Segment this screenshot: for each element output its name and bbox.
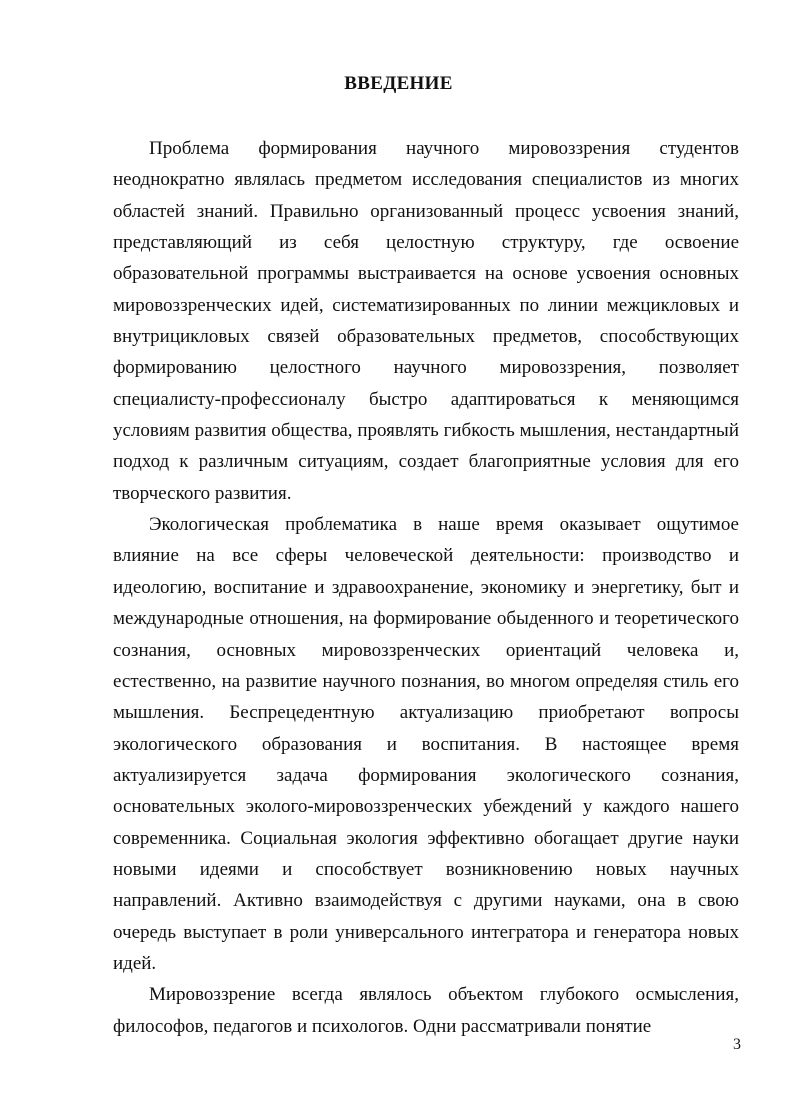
page-number: 3 [733, 1036, 741, 1053]
paragraph-3: Мировоззрение всегда являлось объектом глубокого осмысления, философов, педагогов и психологов. Одни рассматривали понятие [113, 984, 739, 1037]
body-text [113, 133, 739, 1042]
paragraph-2: Экологическая проблематика в наше время оказывает ощутимое влияние на все сферы человеческой деятельности: производство и идеологию, воспитание и здравоохранение, экономику и энергетику, быт и международные отношения, на формирование обыденного и теоретического сознания, основных мировоззренческих ориентаций человека и, естественно, на развитие научного познания, во многом определяя стиль его мышления. Беспрецедентную актуализацию приобретают вопросы экологического образования и воспитания. В настоящее время актуализируется задача формирования экологического сознания, основательных эколого-мировоззренческих убеждений у каждого нашего современника. Социальная экология эффективно обогащает другие науки новыми идеями и способствует возникновению новых научных направлений. Активно взаимодействуя с другими науками, она в свою очередь выступает в роли универсального интегратора и генератора новых идей. [113, 514, 739, 974]
paragraph-1: Проблема формирования научного мировоззрения студентов неоднократно являлась предметом исследования специалистов из многих областей знаний. Правильно организованный процесс усвоения знаний, представляющий из себя целостную структуру, где освоение образовательной программы выстраивается на основе усвоения основных мировоззренческих идей, систематизированных по линии межцикловых и внутрицикловых связей образовательных предметов, способствующих формированию целостного научного мировоззрения, позволяет специалисту-профессионалу быстро адаптироваться к меняющимся условиям развития общества, проявлять гибкость мышления, нестандартный подход к различным ситуациям, создает благоприятные условия для его творческого развития. [113, 138, 739, 504]
section-title: ВВЕДЕНИЕ [344, 73, 453, 94]
